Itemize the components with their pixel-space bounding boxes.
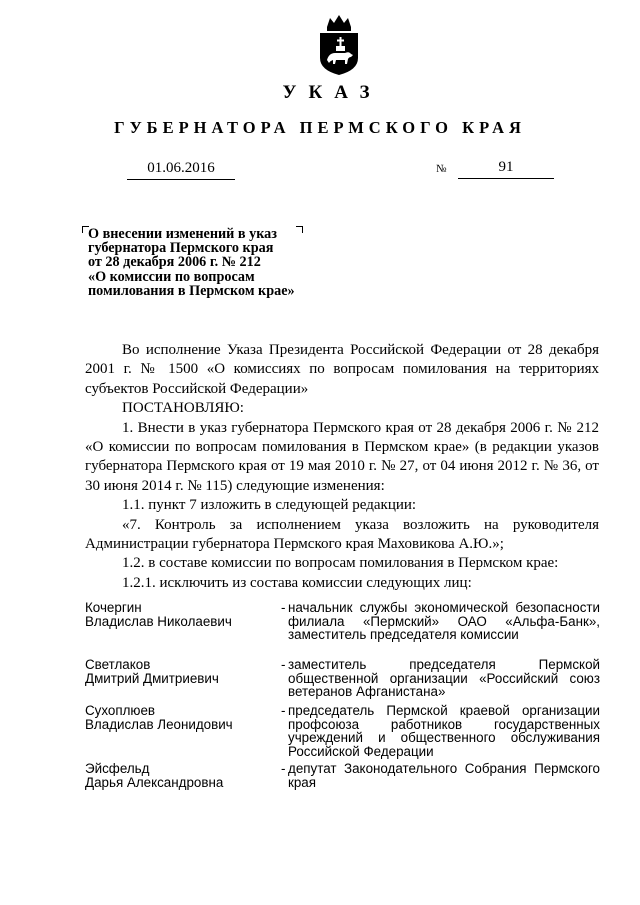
document-subtitle: ГУБЕРНАТОРА ПЕРМСКОГО КРАЯ xyxy=(114,118,526,137)
heading-line: «О комиссии по вопросам xyxy=(88,268,255,285)
member-given-names: Владислав Николаевич xyxy=(85,613,232,629)
item-1-1: 1.1. пункт 7 изложить в следующей редакции: xyxy=(122,497,417,514)
document-title: УКАЗ xyxy=(282,82,382,103)
decree-word: ПОСТАНОВЛЯЮ: xyxy=(122,400,244,417)
decree-heading xyxy=(88,227,318,298)
item-1: 1. Внести в указ губернатора Пермского края от 28 декабря 2006 г. № 212 «О комиссии по вопросам помилования в Пермском крае» (в редакции указов губернатора Пермского края от 19 мая 2010 г. № 27, от 04 июня 2012 г. № 36, от 30 июня 2014 г. № 115) следующие изменения: xyxy=(85,419,599,494)
member-dash: - xyxy=(281,761,286,776)
item-1-2: 1.2. в составе комиссии по вопросам помилования в Пермском крае: xyxy=(122,555,559,572)
member-surname: Эйсфельд xyxy=(85,761,150,776)
decree-body xyxy=(85,341,599,593)
document-number-field xyxy=(436,160,554,179)
member-given-names: Дарья Александровна xyxy=(85,774,224,790)
item-1-2-1: 1.2.1. исключить из состава комиссии следующих лиц: xyxy=(122,574,472,591)
intro-paragraph: Во исполнение Указа Президента Российской Федерации от 28 декабря 2001 г. № 1500 «О комиссиях по вопросам помилования на территориях субъектов Российской Федерации» xyxy=(85,342,599,397)
member-name xyxy=(85,601,275,628)
member-surname: Светлаков xyxy=(85,657,151,672)
number-sign: № xyxy=(436,163,447,175)
document-number: 91 xyxy=(458,159,554,179)
member-name xyxy=(85,762,275,789)
member-description: заместитель председателя Пермской общественной организации «Российский союз ветеранов Афганистана» xyxy=(288,657,600,700)
member-name xyxy=(85,658,275,685)
member-dash: - xyxy=(281,703,286,718)
document-date: 01.06.2016 xyxy=(127,160,235,180)
coat-of-arms-icon xyxy=(316,14,362,76)
heading-line: губернатора Пермского края xyxy=(88,240,274,257)
member-surname: Кочергин xyxy=(85,600,142,615)
heading-line: О внесении изменений в указ xyxy=(88,226,277,242)
member-given-names: Дмитрий Дмитриевич xyxy=(85,670,219,686)
member-given-names: Владислав Леонидович xyxy=(85,716,233,732)
item-1-1-text: «7. Контроль за исполнением указа возложить на руководителя Администрации губернатора Пермского края Маховикова А.Ю.»; xyxy=(85,516,599,553)
member-name xyxy=(85,704,275,731)
heading-line: помилования в Пермском крае» xyxy=(88,282,295,299)
member-dash: - xyxy=(281,600,286,615)
member-surname: Сухоплюев xyxy=(85,703,156,718)
member-description: председатель Пермской краевой организации профсоюза работников государственных учреждений и общественного обслуживания Российской Федерации xyxy=(288,703,600,759)
heading-line: от 28 декабря 2006 г. № 212 xyxy=(88,254,261,271)
member-description: начальник службы экономической безопасности филиала «Пермский» ОАО «Альфа-Банк», заместитель председателя комиссии xyxy=(288,600,600,643)
member-description: депутат Законодательного Собрания Пермского края xyxy=(288,761,600,790)
member-dash: - xyxy=(281,657,286,672)
